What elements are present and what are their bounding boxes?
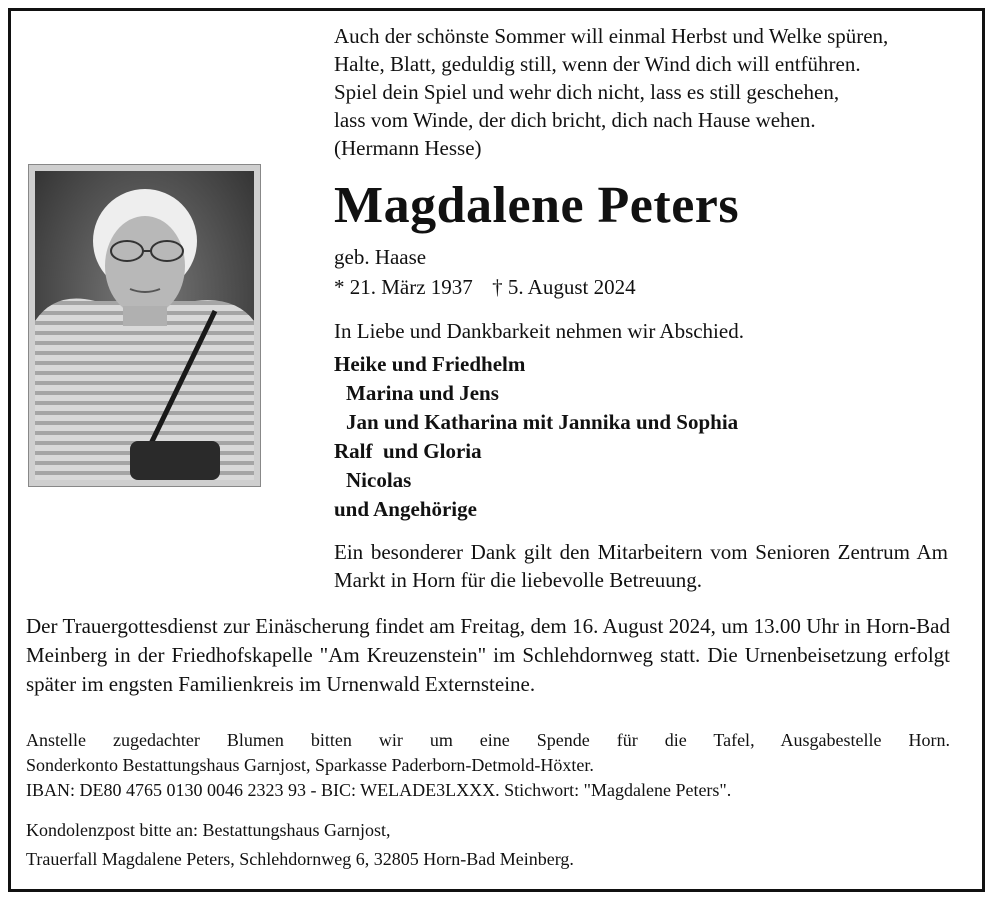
birth-date: * 21. März 1937 <box>334 275 473 299</box>
family-member: Ralf und Gloria <box>334 439 482 463</box>
family-member: Nicolas <box>346 468 412 492</box>
thanks-text: Ein besonderer Dank gilt den Mitarbeitern vom Senioren Zentrum Am Markt in Horn für die liebevolle Betreuung. <box>334 540 948 592</box>
deceased-name: Magdalene Peters <box>334 177 740 234</box>
life-dates <box>334 274 636 300</box>
donation-line: IBAN: DE80 4765 0130 0046 2323 93 - BIC: WELADE3LXXX. Stichwort: "Magdalene Peters". <box>26 780 732 800</box>
portrait-photo <box>28 164 261 487</box>
farewell-text: In Liebe und Dankbarkeit nehmen wir Abschied. <box>334 319 744 343</box>
poem <box>334 22 888 162</box>
service-text: Der Trauergottesdienst zur Einäscherung findet am Freitag, dem 16. August 2024, um 13.00 Uhr in Horn-Bad Meinberg in der Friedhofskapelle "Am Kreuzenstein" im Schlehdornweg statt. Die Urnenbeisetzung erfolgt später im engsten Familienkreis im Urnenwald Externsteine. <box>26 614 950 696</box>
family-member: Marina und Jens <box>346 381 499 405</box>
donation-line: Sonderkonto Bestattungshaus Garnjost, Sparkasse Paderborn-Detmold-Höxter. <box>26 755 594 775</box>
condolence-line: Kondolenzpost bitte an: Bestattungshaus Garnjost, <box>26 820 391 840</box>
condolence-line: Trauerfall Magdalene Peters, Schlehdornweg 6, 32805 Horn-Bad Meinberg. <box>26 849 574 869</box>
death-date: † 5. August 2024 <box>492 275 636 299</box>
family-list <box>334 350 738 524</box>
portrait-illustration <box>35 171 254 480</box>
family-member: Jan und Katharina mit Jannika und Sophia <box>346 410 739 434</box>
poem-line: lass vom Winde, der dich bricht, dich nach Hause wehen. <box>334 108 816 132</box>
family-member: und Angehörige <box>334 497 477 521</box>
poem-line: Halte, Blatt, geduldig still, wenn der Wind dich will entführen. <box>334 52 861 76</box>
birth-name: geb. Haase <box>334 245 427 269</box>
poem-line: Spiel dein Spiel und wehr dich nicht, lass es still geschehen, <box>334 80 840 104</box>
donation-line: Anstelle zugedachter Blumen bitten wir um eine Spende für die Tafel, Ausgabestelle Horn. <box>26 730 950 750</box>
poem-author: (Hermann Hesse) <box>334 136 482 160</box>
donation-info <box>26 728 950 803</box>
portrait-photo-image <box>35 171 254 480</box>
poem-line: Auch der schönste Sommer will einmal Herbst und Welke spüren, <box>334 24 889 48</box>
condolence-address <box>26 816 574 874</box>
family-member: Heike und Friedhelm <box>334 352 526 376</box>
